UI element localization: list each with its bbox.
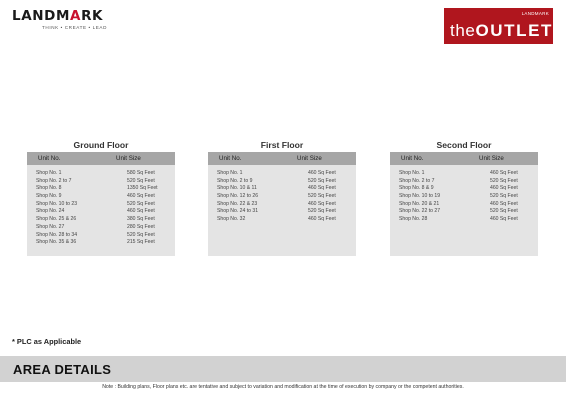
size-cell: 215 Sq Feet xyxy=(127,239,155,246)
unit-cell: Shop No. 8 xyxy=(36,185,62,192)
size-cell: 520 Sq Feet xyxy=(308,193,336,200)
table-row xyxy=(390,185,538,193)
table-row xyxy=(27,216,175,224)
table-row xyxy=(390,193,538,201)
landmark-wordmark: LANDMARK xyxy=(12,8,104,24)
unit-cell: Shop No. 20 & 21 xyxy=(399,200,440,207)
floor-title: Second Floor xyxy=(436,140,492,150)
table-row xyxy=(208,216,356,224)
table-row xyxy=(208,201,356,209)
size-cell: 520 Sq Feet xyxy=(127,177,155,184)
table-row xyxy=(390,216,538,224)
size-cell: 520 Sq Feet xyxy=(490,208,518,215)
size-cell: 460 Sq Feet xyxy=(308,185,336,192)
table-row xyxy=(27,201,175,209)
unit-cell: Shop No. 25 & 26 xyxy=(36,216,77,223)
col-size-header: Unit Size xyxy=(116,155,141,162)
unit-table xyxy=(208,152,356,256)
col-unit-header: Unit No. xyxy=(38,155,61,162)
col-size-header: Unit Size xyxy=(297,155,322,162)
first-floor-section xyxy=(208,139,356,256)
table-row xyxy=(208,208,356,216)
table-row xyxy=(390,178,538,186)
size-cell: 380 Sq Feet xyxy=(127,216,155,223)
size-cell: 520 Sq Feet xyxy=(308,208,336,215)
table-header xyxy=(208,152,356,165)
unit-cell: Shop No. 10 & 11 xyxy=(217,185,257,192)
unit-cell: Shop No. 28 to 34 xyxy=(36,231,78,238)
size-cell: 460 Sq Feet xyxy=(308,200,336,207)
unit-cell: Shop No. 27 xyxy=(36,223,65,230)
area-details-bar xyxy=(0,356,566,382)
table-row xyxy=(208,185,356,193)
table-row xyxy=(27,208,175,216)
unit-table xyxy=(27,152,175,256)
unit-cell: Shop No. 2 to 7 xyxy=(399,177,435,184)
unit-cell: Shop No. 10 to 19 xyxy=(399,193,441,200)
size-cell: 460 Sq Feet xyxy=(308,170,336,176)
second-floor-section xyxy=(390,139,538,256)
floor-title: First Floor xyxy=(260,140,304,150)
unit-cell: Shop No. 22 to 27 xyxy=(399,208,441,215)
col-size-header: Unit Size xyxy=(479,155,504,162)
unit-cell: Shop No. 24 xyxy=(36,208,65,215)
unit-cell: Shop No. 12 to 26 xyxy=(217,193,259,200)
unit-cell: Shop No. 24 to 31 xyxy=(217,208,259,215)
size-cell: 520 Sq Feet xyxy=(127,200,155,207)
unit-cell: Shop No. 10 to 23 xyxy=(36,200,78,207)
table-row xyxy=(27,170,175,178)
unit-cell: Shop No. 35 & 36 xyxy=(36,239,77,246)
disclaimer-note: Note : Building plans, Floor plans etc. are tentative and subject to variation and modification at the time of execution by company or the competent authorities. xyxy=(102,384,464,390)
table-row xyxy=(390,208,538,216)
size-cell: 460 Sq Feet xyxy=(490,200,518,207)
size-cell: 580 Sq Feet xyxy=(127,170,155,176)
ground-floor-section xyxy=(27,139,175,256)
unit-cell: Shop No. 1 xyxy=(217,170,243,176)
table-row xyxy=(390,170,538,178)
col-unit-header: Unit No. xyxy=(219,155,242,162)
table-row xyxy=(27,224,175,232)
landmark-logo xyxy=(12,8,112,38)
table-row xyxy=(27,232,175,240)
col-unit-header: Unit No. xyxy=(401,155,424,162)
size-cell: 460 Sq Feet xyxy=(308,216,336,223)
table-row xyxy=(208,178,356,186)
size-cell: 460 Sq Feet xyxy=(490,216,518,223)
size-cell: 460 Sq Feet xyxy=(127,193,155,200)
outlet-wordmark: theOUTLET xyxy=(450,21,554,40)
the-outlet-logo xyxy=(444,8,553,44)
size-cell: 1350 Sq Feet xyxy=(127,185,158,192)
unit-cell: Shop No. 8 & 9 xyxy=(399,185,434,192)
table-header xyxy=(390,152,538,165)
outlet-sub-brand: LANDMARK xyxy=(521,11,549,16)
size-cell: 520 Sq Feet xyxy=(308,177,336,184)
table-row xyxy=(27,239,175,247)
size-cell: 520 Sq Feet xyxy=(490,193,518,200)
unit-table xyxy=(390,152,538,256)
area-details-title: AREA DETAILS xyxy=(13,362,112,377)
size-cell: 460 Sq Feet xyxy=(490,170,518,176)
unit-cell: Shop No. 22 & 23 xyxy=(217,200,258,207)
table-row xyxy=(27,178,175,186)
unit-cell: Shop No. 32 xyxy=(217,216,246,223)
table-row xyxy=(208,170,356,178)
size-cell: 280 Sq Feet xyxy=(127,223,155,230)
unit-cell: Shop No. 28 xyxy=(399,216,428,223)
size-cell: 520 Sq Feet xyxy=(127,231,155,238)
table-row xyxy=(27,185,175,193)
unit-cell: Shop No. 1 xyxy=(36,170,62,176)
unit-cell: Shop No. 2 to 7 xyxy=(36,177,72,184)
table-row xyxy=(27,193,175,201)
table-row xyxy=(390,201,538,209)
unit-cell: Shop No. 2 to 9 xyxy=(217,177,253,184)
unit-cell: Shop No. 9 xyxy=(36,193,62,200)
size-cell: 460 Sq Feet xyxy=(127,208,155,215)
table-row xyxy=(208,193,356,201)
landmark-tagline: THINK • CREATE • LEAD xyxy=(42,25,107,30)
size-cell: 520 Sq Feet xyxy=(490,177,518,184)
unit-cell: Shop No. 1 xyxy=(399,170,425,176)
floor-title: Ground Floor xyxy=(73,140,129,150)
size-cell: 460 Sq Feet xyxy=(490,185,518,192)
table-header xyxy=(27,152,175,165)
plc-note: * PLC as Applicable xyxy=(12,337,82,346)
